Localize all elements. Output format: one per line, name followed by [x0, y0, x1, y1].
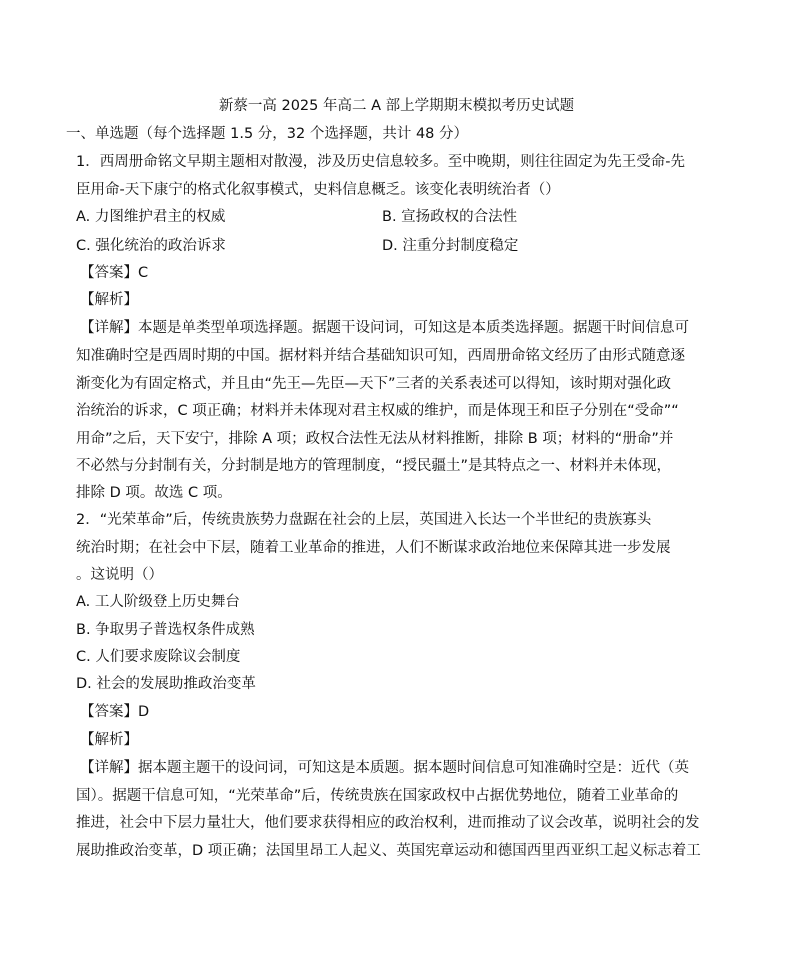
q2-stem-line-2: 统治时期；在社会中下层，随着工业革命的推进，人们不断谋求政治地位来保障其进一步发展 [76, 540, 671, 556]
q1-option-c: C. 强化统治的政治诉求 [76, 238, 226, 254]
q1-answer: 【答案】C [80, 265, 149, 281]
q1-option-b: B. 宣扬政权的合法性 [382, 209, 518, 225]
q2-detail-line-2: 国）。据题干信息可知，“光荣革命”后，传统贵族在国家政权中占据优势地位，随着工业革命的 [76, 788, 679, 804]
q1-detail-line-4: 治统治的诉求，C 项正确；材料并未体现对君主权威的维护，而是体现王和臣子分别在“受命”“ [76, 403, 679, 419]
q1-stem-line-1: 1．西周册命铭文早期主题相对散漫，涉及历史信息较多。至中晚期，则往往固定为先王受命-先 [76, 154, 685, 170]
page-title: 新蔡一高 2025 年高二 A 部上学期期末模拟考历史试题 [218, 98, 575, 114]
q2-analysis-label: 【解析】 [80, 732, 138, 748]
q2-stem-line-3: 。这说明（） [76, 567, 163, 583]
q1-analysis-label: 【解析】 [80, 292, 138, 308]
q2-option-c: C. 人们要求废除议会制度 [76, 649, 241, 665]
q2-detail-line-3: 推进，社会中下层力量壮大，他们要求获得相应的政治权利，进而推动了议会改革，说明社会的发 [76, 815, 700, 831]
q1-detail-line-1: 【详解】本题是单类型单项选择题。据题干设问词，可知这是本质类选择题。据题干时间信息可 [80, 320, 689, 336]
q1-detail-line-7: 排除 D 项。故选 C 项。 [76, 485, 232, 501]
q2-option-b: B. 争取男子普选权条件成熟 [76, 622, 255, 638]
q2-answer: 【答案】D [80, 704, 150, 720]
q1-detail-line-2: 知准确时空是西周时期的中国。据材料并结合基础知识可知，西周册命铭文经历了由形式随意逐 [76, 348, 685, 364]
q2-option-d: D. 社会的发展助推政治变革 [76, 676, 256, 692]
q2-detail-line-4: 展助推政治变革，D 项正确；法国里昂工人起义、英国宪章运动和德国西里西亚织工起义标志着工 [76, 843, 701, 859]
q1-detail-line-6: 不必然与分封制有关，分封制是地方的管理制度，“授民疆土”是其特点之一、材料并未体现， [76, 458, 672, 474]
q2-detail-line-1: 【详解】据本题主题干的设问词，可知这是本质题。据本题时间信息可知准确时空是：近代（英 [80, 760, 689, 776]
q1-stem-line-2: 臣用命-天下康宁的格式化叙事模式，史料信息概乏。该变化表明统治者（） [76, 182, 560, 198]
q1-detail-line-5: 用命”之后，天下安宁，排除 A 项；政权合法性无法从材料推断，排除 B 项；材料的“册命”并 [76, 431, 674, 447]
q1-option-d: D. 注重分封制度稳定 [382, 238, 519, 254]
q2-stem-line-1: 2．“光荣革命”后，传统贵族势力盘踞在社会的上层，英国进入长达一个半世纪的贵族寡头 [76, 512, 652, 528]
q1-option-a: A. 力图维护君主的权威 [76, 209, 226, 225]
q1-detail-line-3: 渐变化为有固定格式，并且由“先王—先臣—天下”三者的关系表述可以得知，该时期对强化政 [76, 376, 672, 392]
q2-option-a: A. 工人阶级登上历史舞台 [76, 594, 240, 610]
section-heading: 一、单选题（每个选择题 1.5 分，32 个选择题，共计 48 分） [66, 126, 469, 142]
